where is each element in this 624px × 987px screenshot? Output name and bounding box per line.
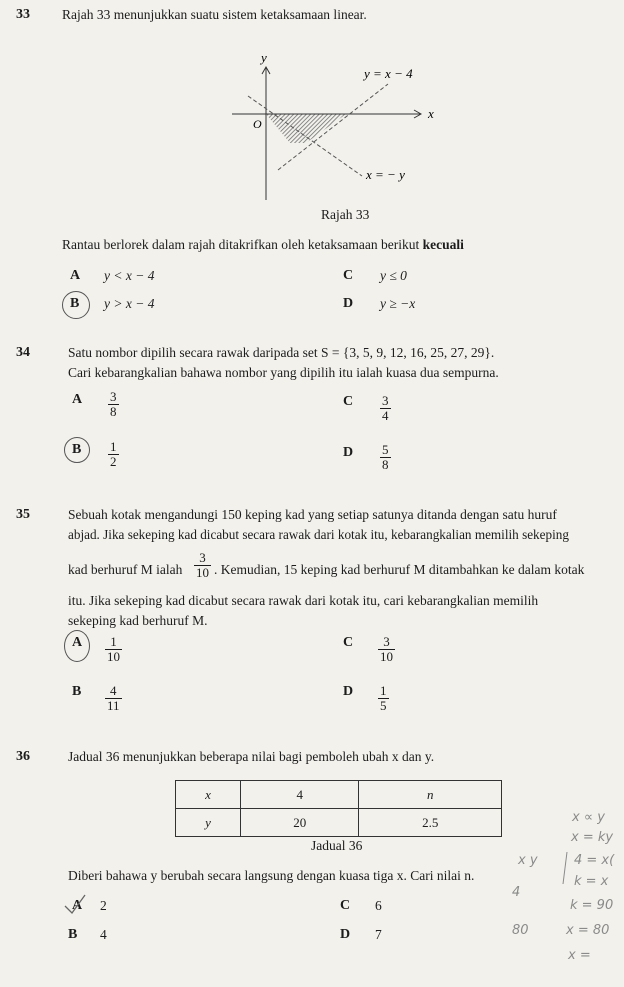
q36-table: [175, 780, 502, 837]
q33-option-a-letter[interactable]: A: [70, 268, 81, 283]
handwritten-note: x = ky: [571, 830, 614, 845]
q33-graph: [0, 0, 624, 230]
handwritten-note: k = x: [574, 874, 609, 889]
q35-line3-pre: kad berhuruf M ialah: [68, 562, 183, 577]
q33-option-d-letter[interactable]: D: [343, 296, 354, 311]
q34-option-d-fraction: $\frac{5}{8}$: [382, 442, 389, 472]
origin-label: O: [253, 117, 262, 131]
table-cell: y: [176, 809, 241, 837]
answer-circle-mark: [64, 630, 90, 662]
q36-option-b-letter[interactable]: B: [68, 927, 78, 942]
q33-number: 33: [16, 7, 30, 22]
q36-stem: Jadual 36 menunjukkan beberapa nilai bagi pemboleh ubah x dan y.: [68, 749, 435, 764]
q36-option-c-letter[interactable]: C: [340, 898, 351, 913]
q35-line4: itu. Jika sekeping kad dicabut secara rawak dari kotak itu, cari kebarangkalian memilih: [68, 593, 539, 608]
q36-number: 36: [16, 749, 30, 764]
handwritten-note: x = 80: [566, 923, 610, 938]
y-axis-label: y: [261, 50, 267, 65]
q34-option-b-fraction: $\frac{1}{2}$: [110, 439, 117, 469]
q35-line5: sekeping kad berhuruf M.: [68, 613, 208, 628]
q35-number: 35: [16, 507, 30, 522]
q36-option-b-text: 4: [100, 927, 107, 942]
q33-question: [62, 237, 464, 253]
q36-option-d-letter[interactable]: D: [340, 927, 351, 942]
q35-option-b-letter[interactable]: B: [72, 684, 82, 699]
q33-question-text: Rantau berlorek dalam rajah ditakrifkan oleh ketaksamaan berikut: [62, 237, 423, 252]
q35-option-b-fraction: $\frac{4}{11}$: [107, 683, 120, 713]
q34-option-a-fraction: $\frac{3}{8}$: [110, 389, 117, 419]
q36-caption: Jadual 36: [311, 838, 363, 853]
table-cell: x: [176, 781, 241, 809]
q34-line1: Satu nombor dipilih secara rawak daripada set S = {3, 5, 9, 12, 16, 25, 27, 29}.: [68, 345, 495, 360]
q33-option-b-letter[interactable]: B: [70, 296, 80, 311]
q35-option-a-letter[interactable]: A: [72, 635, 83, 650]
q33-option-b-text: y > x − 4: [104, 296, 155, 311]
table-row: [176, 809, 502, 837]
table-cell: 20: [241, 809, 359, 837]
handwritten-line: [560, 850, 570, 886]
q33-caption: Rajah 33: [321, 207, 370, 222]
shaded-region: [266, 114, 346, 143]
q35-option-d-fraction: $\frac{1}{5}$: [380, 683, 387, 713]
handwritten-note: 4: [512, 885, 521, 900]
answer-circle-mark: [64, 437, 90, 463]
line2-label: x = − y: [366, 167, 405, 182]
line1-label: y = x − 4: [364, 66, 413, 81]
q35-option-a-fraction: $\frac{1}{10}$: [107, 634, 120, 664]
handwritten-note: x y: [518, 853, 538, 868]
q33-option-a-text: y < x − 4: [104, 268, 155, 283]
handwritten-note: 4 = x(: [574, 853, 615, 868]
q36-option-a-text: 2: [100, 898, 107, 913]
q33-option-c-text: y ≤ 0: [380, 268, 407, 283]
q36-option-a-letter[interactable]: A: [72, 898, 83, 913]
q34-option-a-letter[interactable]: A: [72, 392, 83, 407]
table-cell: 4: [241, 781, 359, 809]
handwritten-note: 80: [512, 923, 529, 938]
q35-option-c-letter[interactable]: C: [343, 635, 354, 650]
q35-option-c-fraction: $\frac{3}{10}$: [380, 634, 393, 664]
handwritten-note: x =: [568, 948, 591, 963]
q36-question: Diberi bahawa y berubah secara langsung dengan kuasa tiga x. Cari nilai n.: [68, 868, 475, 883]
answer-circle-mark: [62, 291, 90, 319]
q34-option-b-letter[interactable]: B: [72, 442, 82, 457]
table-cell: n: [359, 781, 502, 809]
q34-option-c-fraction: $\frac{3}{4}$: [382, 393, 389, 423]
table-cell: 2.5: [359, 809, 502, 837]
q34-line2: Cari kebarangkalian bahawa nombor yang dipilih itu ialah kuasa dua sempurna.: [68, 365, 499, 380]
q33-question-bold: kecuali: [422, 237, 464, 252]
q33-option-c-letter[interactable]: C: [343, 268, 354, 283]
q35-line3-post: . Kemudian, 15 keping kad berhuruf M ditambahkan ke dalam kotak: [214, 562, 585, 577]
q35-stem-fraction: $\frac{3}{10}$: [196, 550, 209, 580]
table-row: [176, 781, 502, 809]
x-axis-label: x: [428, 106, 434, 121]
answer-tick-mark: [62, 892, 88, 918]
q33-option-d-text: y ≥ −x: [380, 296, 416, 311]
handwritten-note: k = 90: [570, 898, 614, 913]
q34-option-c-letter[interactable]: C: [343, 394, 354, 409]
q35-line1: Sebuah kotak mengandungi 150 keping kad yang setiap satunya ditanda dengan satu huruf: [68, 507, 557, 522]
q34-number: 34: [16, 345, 30, 360]
q33-stem: Rajah 33 menunjukkan suatu sistem ketaksamaan linear.: [62, 7, 367, 22]
q35-line2: abjad. Jika sekeping kad dicabut secara rawak dari kotak itu, kebarangkalian memilih sekeping: [68, 527, 569, 542]
handwritten-note: x ∝ y: [572, 810, 605, 825]
q34-option-d-letter[interactable]: D: [343, 445, 354, 460]
q35-option-d-letter[interactable]: D: [343, 684, 354, 699]
q36-option-c-text: 6: [375, 898, 382, 913]
q36-option-d-text: 7: [375, 927, 382, 942]
